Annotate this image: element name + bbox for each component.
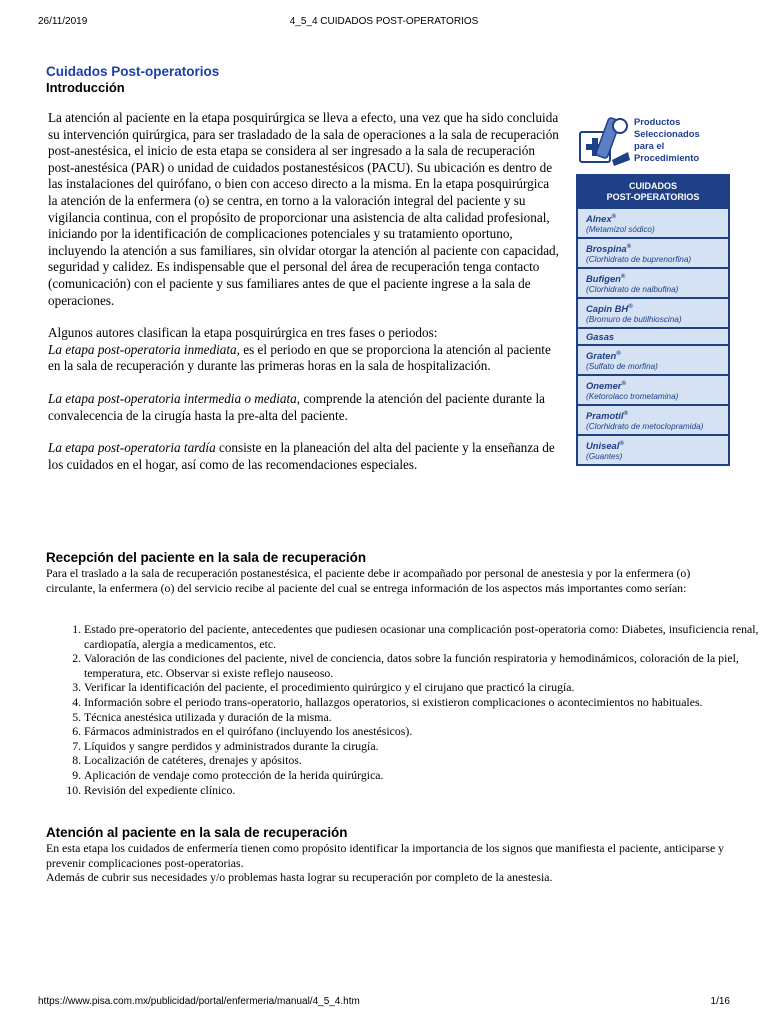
products-table-title-line: POST-OPERATORIOS (606, 192, 700, 202)
list-item: 5. Técnica anestésica utilizada y duración de la misma. (84, 710, 764, 725)
products-table-title-line: CUIDADOS (628, 181, 677, 191)
products-table (576, 174, 730, 466)
registered-mark: ® (621, 381, 626, 387)
product-row (578, 346, 728, 374)
product-row (578, 376, 728, 404)
list-item: 3. Verificar la identificación del paciente, el procedimiento quirúrgico y el cirujano que practicó la cirugía. (84, 680, 764, 695)
products-label-line: Seleccionados (634, 128, 700, 139)
phase-intermediate (48, 391, 560, 424)
phases-intro (48, 325, 560, 375)
product-name-text: Brospina (586, 243, 627, 255)
intro-heading: Introducción (46, 80, 125, 95)
product-desc: (Sulfato de morfina) (586, 362, 658, 372)
product-name (586, 301, 728, 315)
product-desc: (Ketorolaco trometamina) (586, 392, 679, 402)
product-name-text: Onemer (586, 380, 622, 392)
registered-mark: ® (611, 214, 616, 220)
product-desc: (Clorhidrato de nalbufina) (586, 285, 679, 295)
products-panel (576, 112, 730, 466)
list-item: 6. Fármacos administrados en el quirófano (incluyendo los anestésicos). (84, 724, 764, 739)
product-name-text: Uniseal (586, 440, 620, 452)
product-name-text: Alnex (586, 213, 612, 225)
product-row (578, 406, 728, 434)
products-label-line: para el (634, 140, 665, 151)
product-name (586, 348, 728, 362)
list-item: 7. Líquidos y sangre perdidos y administrados durante la cirugía. (84, 739, 764, 754)
phases-lead: Algunos autores clasifican la etapa posquirúrgica en tres fases o periodos: (48, 325, 438, 341)
product-row (578, 239, 728, 267)
products-label-line: Procedimiento (634, 152, 700, 163)
phase-intermediate-term: La etapa post-operatoria intermedia o mediata (48, 390, 297, 406)
section-title: Cuidados Post-operatorios (46, 64, 220, 79)
list-item: 4. Información sobre el periodo trans-operatorio, hallazgos operatorios, si existieron complicaciones o acontecimientos no habituales. (84, 695, 764, 710)
phase-late-term: La etapa post-operatoria tardía (48, 440, 216, 456)
registered-mark: ® (626, 244, 632, 250)
phase-immediate-text: , es el periodo en que se proporciona la atención al paciente en la sala de recuperación y durante las primeras horas en la sala de hospitalización. (48, 341, 551, 374)
reception-list (46, 622, 764, 797)
print-header (38, 16, 730, 30)
list-item: 10. Revisión del expediente clínico. (84, 783, 764, 798)
phase-immediate-term: La etapa post-operatoria inmediata (48, 341, 237, 357)
product-name (586, 331, 728, 343)
list-item: 2. Valoración de las condiciones del paciente, nivel de conciencia, datos sobre la función respiratoria y hemodinámicos, coloración de la piel, temperatura, etc. Observar si existe reflejo nauseoso. (84, 651, 764, 680)
product-desc: (Bromuro de butilhioscina) (586, 315, 682, 325)
registered-mark: ® (620, 274, 626, 280)
product-row (578, 329, 728, 344)
product-name (586, 211, 728, 225)
product-name-text: Capin BH (586, 303, 629, 315)
product-row (578, 299, 728, 327)
products-logo (576, 112, 730, 172)
phase-late-text: consiste en la planeación del alta del paciente y la enseñanza de los cuidados en el hogar, así como de las recomendaciones especiales. (48, 440, 555, 472)
intro-paragraph: La atención al paciente en la etapa posquirúrgica se lleva a efecto, una vez que ha sido concluida su intervención quirúrgica, para ser trasladado de la sala de operaciones a la sala de recuperación post-anestésica, el inicio de esta etapa se considera al ser ingresado a la sala de recuperación post-anestésica (PAR) o unidad de cuidados postanestésicos (PACU). Su ubicación es dentro de las instalaciones del quirófano, o bien con acceso directo a la misma. En la etapa posquirúrgica la atención de la enfermera (o) se centra, en torno a la valoración integral del paciente y su vigilancia continua, con el propósito de proporcionar una asistencia de alta calidad profesional, iniciando por la identificación de complicaciones potenciales y su tratamiento oportuno, incluyendo la atención a sus familiares, sin olvidar otorgar la atención al paciente con capacidad, seguridad y calidez. Es indispensable que el personal del área de recuperación tenga contacto (comunicación) con el paciente y sus familiares antes de que el paciente ingrese a la sala de operaciones. (48, 110, 559, 308)
print-url: https://www.pisa.com.mx/publicidad/portal/enfermeria/manual/4_5_4.htm (38, 996, 360, 1007)
print-title: 4_5_4 CUIDADOS POST-OPERATORIOS (289, 16, 479, 27)
list-item: 1. Estado pre-operatorio del paciente, antecedentes que pudiesen ocasionar una complicación post-operatoria como: Diabetes, insuficiencia renal, cardiopatía, alergia a medicamentos, etc. (84, 622, 764, 651)
product-row (578, 436, 728, 464)
reception-heading: Recepción del paciente en la sala de recuperación (46, 550, 367, 565)
product-row (578, 269, 728, 297)
products-label-line: Productos (634, 116, 681, 127)
product-desc: (Clorhidrato de buprenorfina) (586, 255, 692, 265)
product-row (578, 209, 728, 237)
product-name-text: Bufigen (586, 273, 621, 285)
intro-text (48, 110, 560, 473)
product-name (586, 408, 728, 422)
product-name (586, 378, 728, 392)
print-footer (38, 996, 730, 1010)
list-item: 9. Aplicación de vendaje como protección de la herida quirúrgica. (84, 768, 764, 783)
attention-text-2: Además de cubrir sus necesidades y/o problemas hasta lograr su recuperación por completo de la anestesia. (46, 870, 553, 885)
attention-heading: Atención al paciente en la sala de recuperación (46, 825, 348, 840)
attention-text (46, 841, 726, 885)
product-name-text: Pramotil (586, 410, 624, 422)
medical-kit-icon (576, 112, 632, 170)
page-number: 1/16 (710, 996, 730, 1007)
product-name (586, 438, 728, 452)
phase-intermediate-text: , comprende la atención del paciente durante la convalecencia de la cirugía hasta la pre-alta del paciente. (48, 390, 545, 423)
product-desc: (Clorhidrato de metoclopramida) (586, 422, 704, 432)
reception-text: Para el traslado a la sala de recuperación postanestésica, el paciente debe ir acompañado por personal de anestesia y por la enfermera (o) circulante, la enfermera (o) del servicio recibe al paciente del cual se entrega información de los aspectos más importantes como serían: (46, 566, 691, 595)
print-date: 26/11/2019 (38, 16, 88, 27)
product-desc: (Guantes) (586, 452, 623, 462)
list-item: 8. Localización de catéteres, drenajes y apósitos. (84, 753, 764, 768)
registered-mark: ® (628, 304, 633, 310)
product-desc: (Metamizol sódico) (586, 225, 655, 235)
attention-text-1: En esta etapa los cuidados de enfermería tienen como propósito identificar la importancia de los signos que manifiesta el paciente, anticiparse y prevenir complicaciones post-operatorias. (46, 841, 725, 870)
product-name (586, 241, 728, 255)
products-table-title (578, 176, 728, 207)
product-name (586, 271, 728, 285)
products-label (634, 116, 700, 164)
product-name-text: Gasas (586, 331, 615, 342)
product-name-text: Graten (586, 350, 617, 362)
phase-late (48, 440, 560, 473)
registered-mark: ® (623, 411, 628, 417)
registered-mark: ® (619, 441, 624, 447)
registered-mark: ® (616, 351, 621, 357)
